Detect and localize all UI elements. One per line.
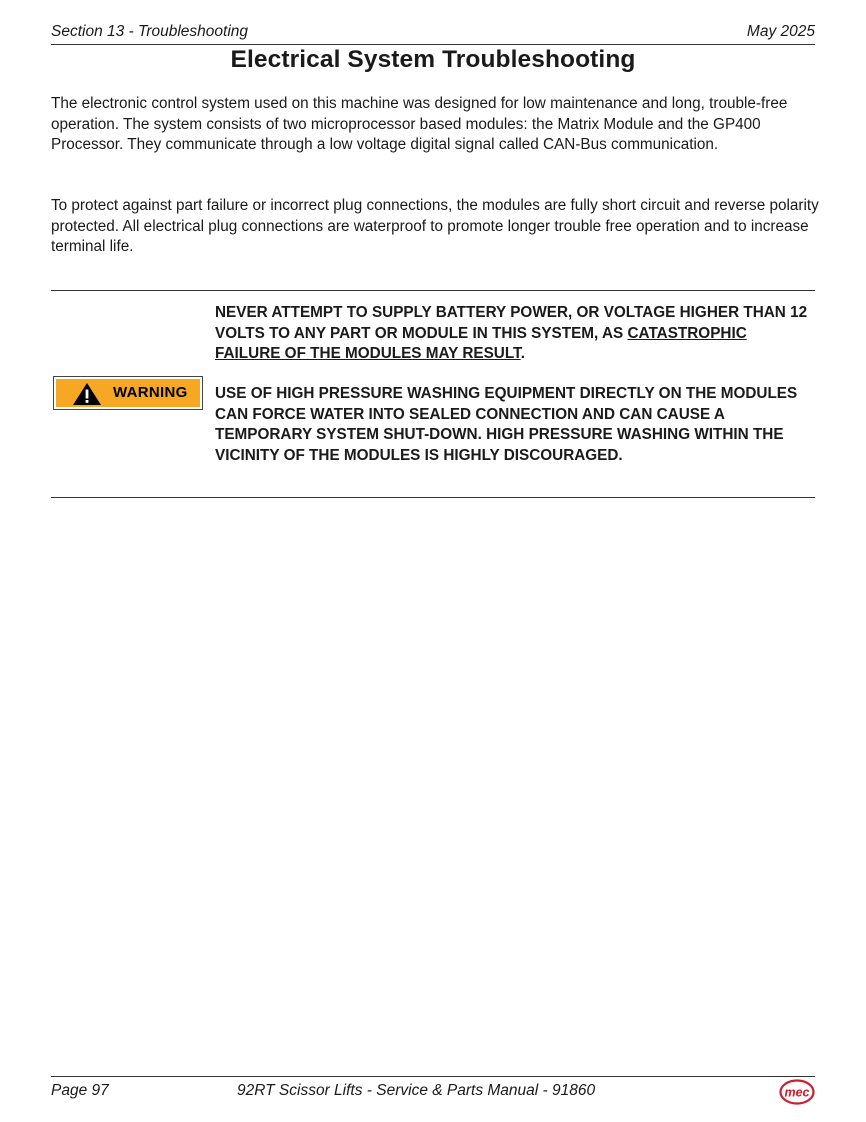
mec-logo-icon [779, 1079, 815, 1105]
page-number: Page 97 [51, 1082, 109, 1099]
voltage-warning-text [215, 303, 815, 365]
warning-section [51, 290, 815, 498]
warning-badge-fill [56, 379, 200, 407]
header-date: May 2025 [746, 23, 815, 40]
manual-title: 92RT Scissor Lifts - Service & Parts Manual - 91860 [237, 1082, 596, 1099]
voltage-warning-end: . [520, 345, 525, 362]
page-title: Electrical System Troubleshooting [230, 46, 636, 73]
warning-badge [53, 376, 203, 410]
protection-paragraph: To protect against part failure or incorrect plug connections, the modules are fully short circuit and reverse polarity protected. All electrical plug connections are waterproof to promote longer trouble free operation and to increase terminal life. [51, 197, 819, 255]
warning-badge-label: WARNING [113, 384, 188, 401]
page-header [51, 22, 815, 45]
voltage-warning-main: NEVER ATTEMPT TO SUPPLY BATTERY POWER, OR VOLTAGE HIGHER THAN 12 VOLTS TO ANY PART OR MODULE IN THIS SYSTEM, AS [215, 304, 808, 342]
voltage-warning-underlined: CATASTROPHIC FAILURE OF THE MODULES MAY RESULT [215, 324, 747, 362]
page-footer [51, 1076, 815, 1107]
intro-paragraph: The electronic control system used on this machine was designed for low maintenance and long, trouble-free operation. The system consists of two microprocessor based modules: the Matrix Module and the GP400 Processor. They communicate through a low voltage digital signal called CAN-Bus communication. [51, 95, 788, 153]
svg-text:mec: mec [784, 1085, 810, 1100]
pressure-washing-warning-text: USE OF HIGH PRESSURE WASHING EQUIPMENT DIRECTLY ON THE MODULES CAN FORCE WATER INTO SEALED CONNECTION AND CAN CAUSE A TEMPORARY SYSTEM SHUT-DOWN. HIGH PRESSURE WASHING WITHIN THE VICINITY OF THE MODULES IS HIGHLY DISCOURAGED. [215, 385, 798, 464]
warning-triangle-icon [72, 382, 102, 406]
section-label: Section 13 - Troubleshooting [51, 23, 249, 40]
